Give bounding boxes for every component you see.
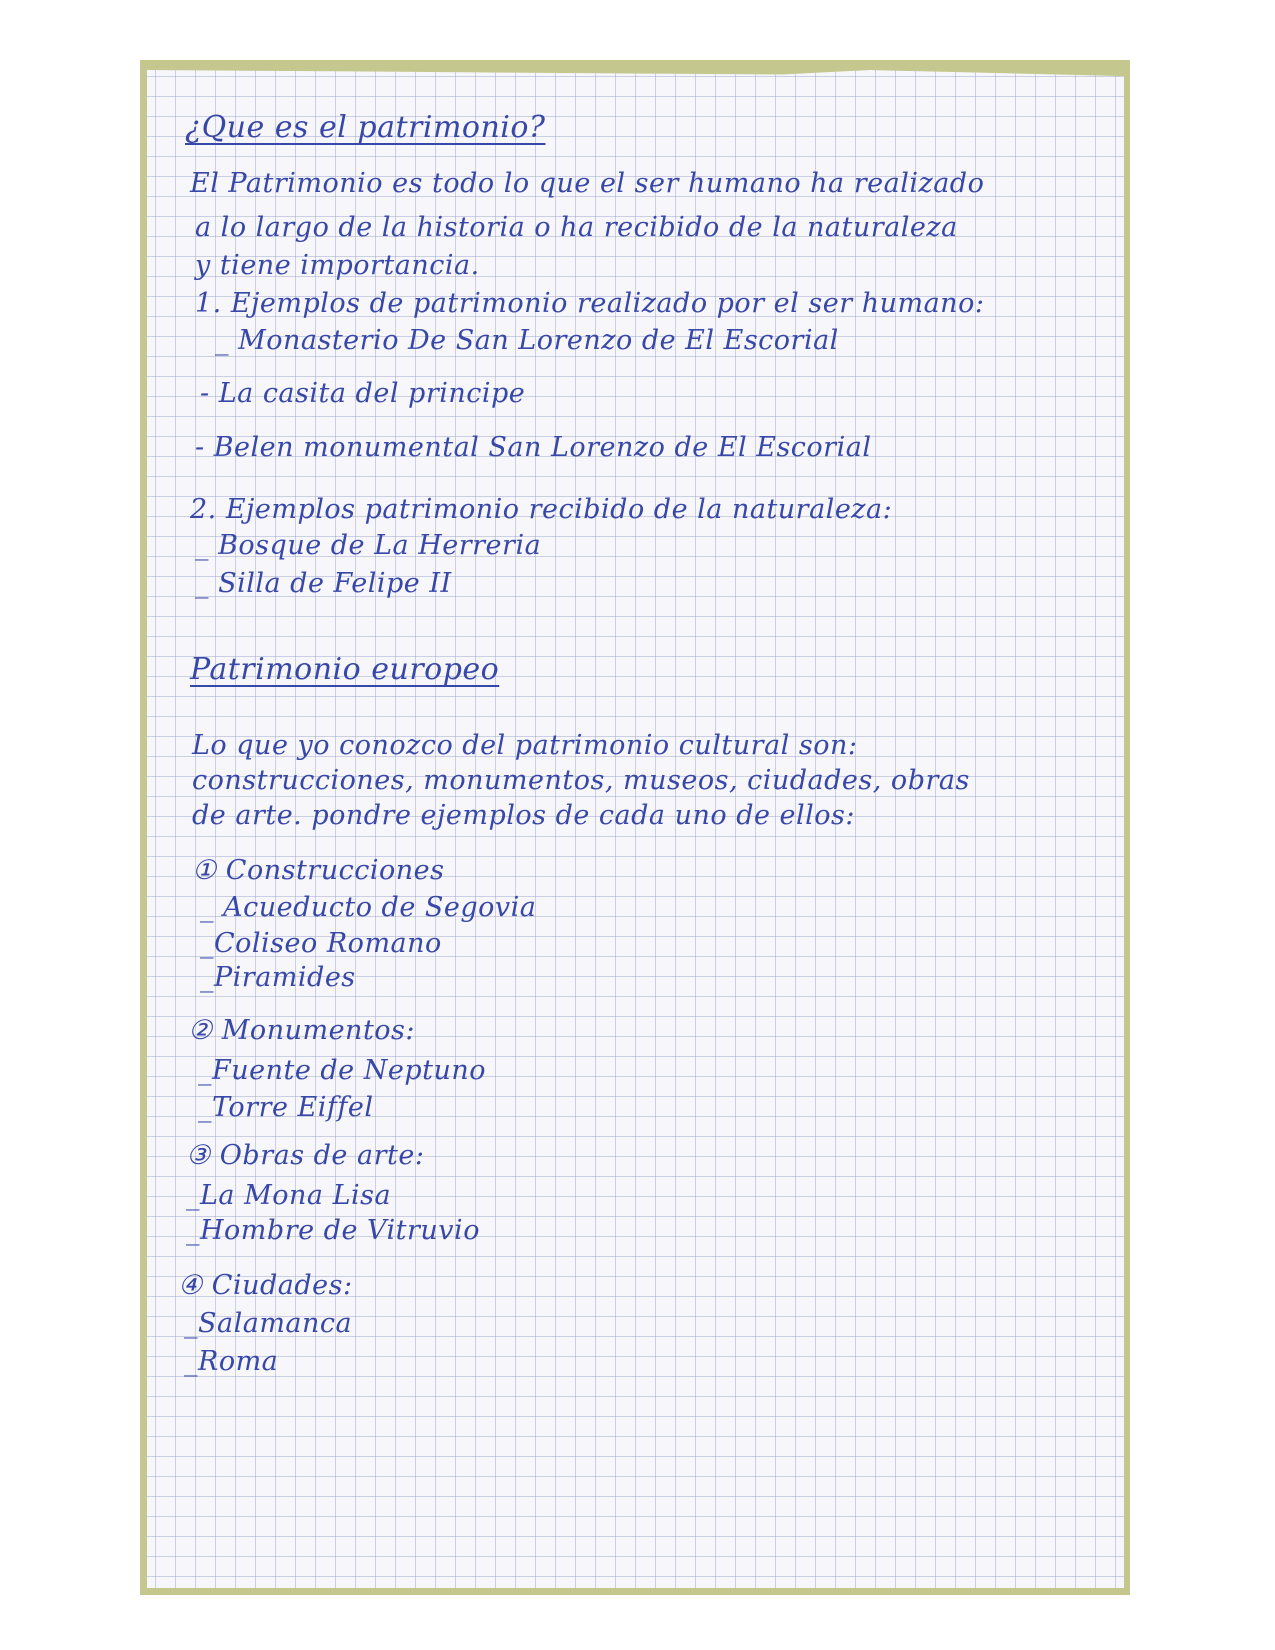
list-item: _Salamanca (184, 1308, 353, 1339)
list-item: _Fuente de Neptuno (198, 1055, 487, 1086)
list-item: _Piramides (200, 962, 356, 993)
list-item: - La casita del principe (200, 378, 526, 409)
list-heading: 1. Ejemplos de patrimonio realizado por el ser humano: (195, 288, 985, 319)
list-item: _ Acueducto de Segovia (200, 892, 537, 923)
intro-line: Lo que yo conozco del patrimonio cultural son: (192, 730, 858, 761)
section-title: Patrimonio europeo (190, 652, 500, 687)
definition-line: a lo largo de la historia o ha recibido de la naturaleza (195, 212, 958, 243)
group-heading: ① Construcciones (192, 855, 445, 886)
list-item: _ Silla de Felipe II (195, 568, 452, 599)
group-heading: ③ Obras de arte: (186, 1140, 425, 1171)
list-item: _Coliseo Romano (200, 928, 442, 959)
list-item: _La Mona Lisa (186, 1180, 392, 1211)
list-item: _Roma (184, 1346, 279, 1377)
definition-line: y tiene importancia. (195, 250, 480, 281)
list-heading: 2. Ejemplos patrimonio recibido de la naturaleza: (190, 494, 893, 525)
intro-line: construcciones, monumentos, museos, ciudades, obras (192, 765, 970, 796)
intro-line: de arte. pondre ejemplos de cada uno de ellos: (192, 800, 856, 831)
definition-line: El Patrimonio es todo lo que el ser humano ha realizado (190, 168, 985, 199)
list-item: _ Monasterio De San Lorenzo de El Escorial (215, 325, 839, 356)
group-heading: ② Monumentos: (188, 1015, 415, 1046)
list-item: _Hombre de Vitruvio (186, 1215, 480, 1246)
section-title: ¿Que es el patrimonio? (185, 110, 546, 145)
list-item: _ Bosque de La Herreria (195, 530, 542, 561)
group-heading: ④ Ciudades: (178, 1270, 353, 1301)
list-item: _Torre Eiffel (198, 1092, 374, 1123)
list-item: - Belen monumental San Lorenzo de El Escorial (195, 432, 872, 463)
